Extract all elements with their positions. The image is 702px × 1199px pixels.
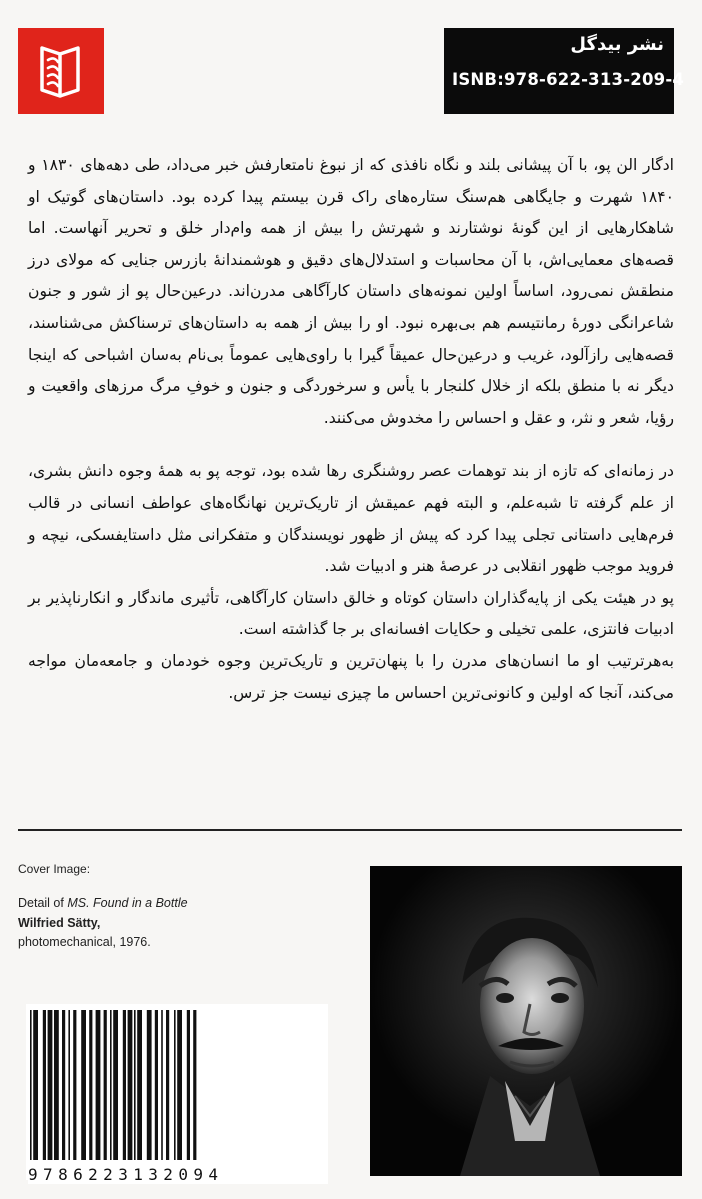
blurb-paragraph-2: در زمانه‌ای که تازه از بند توهمات عصر روشنگری رها شده بود، توجه پو به همهٔ وجوه دانش بشری، از علم گرفته تا شبه‌علم، و البته فهم عمیقش از تاریک‌ترین نهانگاه‌های عواطف انسانی در قالب فرم‌هایی داستانی تجلی پیدا کرد که پیش از ظهور نویسندگان و متفکرانی مثل داستایفسکی، نیچه و فروید موجب ظهور انقلابی در عرصهٔ هنر و ادبیات شد. [28, 462, 674, 576]
credit-artist: Wilfried Sätty, [18, 915, 101, 930]
book-logo-icon [18, 28, 104, 114]
blurb-paragraph-3: پو در هیئت یکی از پایه‌گذاران داستان کوتاه و خالق داستان کارآگاهی، تأثیری ماندگار و انکارناپذیر بر ادبیات فانتزی، علمی تخیلی و حکایات افسانه‌ای بر جا گذاشته است. [28, 588, 674, 639]
barcode-bar [193, 1010, 196, 1160]
publisher-name: نشر بیدگل [570, 34, 664, 55]
credit-detail-line [18, 894, 188, 914]
barcode-bar [96, 1010, 101, 1160]
barcode-digits: 9786223132094 [28, 1165, 328, 1184]
barcode-bar [161, 1010, 163, 1160]
barcode-bar [137, 1010, 142, 1160]
barcode-bar [174, 1010, 176, 1160]
barcode-bar [48, 1010, 53, 1160]
portrait-illustration [370, 866, 682, 1176]
barcode-bar [123, 1010, 126, 1160]
barcode-bar [33, 1010, 38, 1160]
barcode-bar [30, 1010, 32, 1160]
barcode-bar [166, 1010, 169, 1160]
barcode-bar [54, 1010, 59, 1160]
barcode-bar [128, 1010, 133, 1160]
isbn-barcode [26, 1004, 328, 1180]
barcode-bar [113, 1010, 118, 1160]
barcode-bar [187, 1010, 190, 1160]
cover-portrait-image [370, 866, 682, 1176]
credit-medium: photomechanical, 1976. [18, 935, 151, 949]
barcode-bar [73, 1010, 76, 1160]
publisher-block [444, 28, 685, 114]
barcode-bar [147, 1010, 152, 1160]
barcode-bar [104, 1010, 107, 1160]
barcode-bar [177, 1010, 182, 1160]
isbn-label: ISNB:978-622-313-209-4 [452, 70, 685, 89]
barcode-bar [134, 1010, 136, 1160]
blurb-paragraph-4: به‌هرترتیب او ما انسان‌های مدرن را با پنهان‌ترین و تاریک‌ترین وجوه خودمان و جامعه‌مان مواجه می‌کند، آنجا که اولین و کانونی‌ترین احساس ما چیزی نیست جز ترس. [28, 651, 674, 702]
barcode-bar [155, 1010, 158, 1160]
barcode-bar [62, 1010, 65, 1160]
barcode-bars [26, 1004, 328, 1164]
publisher-logo [18, 28, 104, 114]
barcode-bar [81, 1010, 86, 1160]
barcode-bar [110, 1010, 112, 1160]
barcode-bar [68, 1010, 70, 1160]
blurb-paragraph-1: ادگار الن پو، با آن پیشانی بلند و نگاه نافذی که از نبوغ نامتعارفش خبر می‌داد، طی دهه‌های ۱۸۳۰ و ۱۸۴۰ شهرت و جایگاهی هم‌سنگ ستاره‌های راک قرن بیستم پیدا کرده بود. داستان‌های گوتیک او شاهکارهایی از این گونهٔ نوشتارند و شهرتش را بیش از همه وام‌دار خلق و تحریر آنهاست. اما قصه‌های معمایی‌اش، با آن محاسبات و استدلال‌های دقیق و هوشمندانهٔ بازرس جنایی که مولای درز منطقش نمی‌رود، اساساً اولین نمونه‌های داستان کارآگاهی مدرن‌اند. درعین‌حال پو از شور و جنون شاعرانگی دورهٔ رمانتیسم هم بی‌بهره نبود. او را بیش از همه به داستان‌های ترسناکش می‌شناسند، قصه‌هایی رازآلود، غریب و درعین‌حال عمیقاً گیرا با راوی‌هایی عموماً بی‌نام به‌سان اشباحی که اینجا دیگر نه با منطق بلکه از خلال کلنجار با یأس و سرخوردگی و جنون و خوفِ مرگ مرزهای واقعیت و رؤیا، شعر و نثر، و عقل و احساس را مخدوش می‌کنند. [28, 156, 674, 427]
cover-image-label: Cover Image: [18, 862, 91, 876]
barcode-bar [43, 1010, 46, 1160]
back-cover-blurb [28, 150, 674, 709]
section-divider [18, 829, 682, 831]
barcode-bar [89, 1010, 92, 1160]
credit-detail-prefix: Detail of [18, 896, 68, 910]
credit-work-title: MS. Found in a Bottle [67, 896, 188, 910]
cover-credits [18, 894, 188, 953]
